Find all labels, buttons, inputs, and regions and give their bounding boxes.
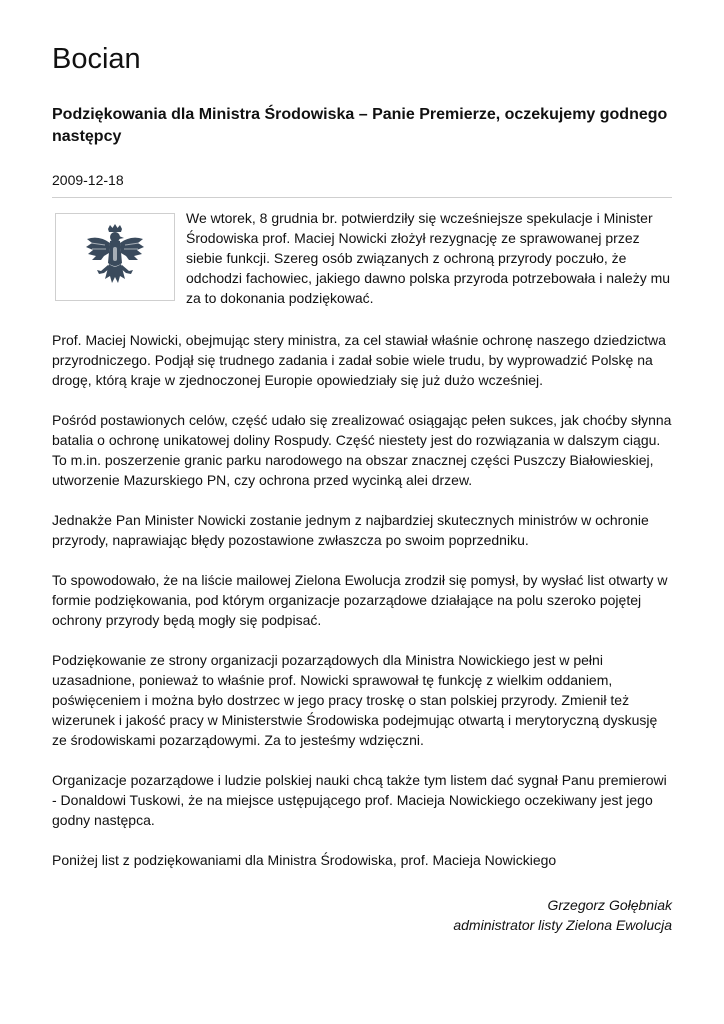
polish-eagle-emblem-icon [83, 223, 147, 291]
paragraph: Poniżej list z podziękowaniami dla Ministra Środowiska, prof. Macieja Nowickiego [52, 852, 557, 868]
signature-role: administrator listy Zielona Ewolucja [453, 917, 672, 933]
site-title: Bocian [52, 43, 141, 75]
signature-name: Grzegorz Gołębniak [547, 897, 672, 913]
paragraph: Jednakże Pan Minister Nowicki zostanie jednym z najbardziej skutecznych ministrów w ochronie przyrody, naprawiając błędy pozostawione zwłaszcza po swoim poprzedniku. [52, 512, 649, 548]
paragraph: Organizacje pozarządowe i ludzie polskiej nauki chcą także tym listem dać sygnał Panu premierowi - Donaldowi Tuskowi, że na miejsce ustępującego prof. Macieja Nowickiego oczekiwany jest jego godny następca. [52, 772, 667, 828]
paragraph: Pośród postawionych celów, część udało się zrealizować osiągając pełen sukces, jak choćby słynna batalia o ochronę unikatowej doliny Rospudy. Część niestety jest do rozwiązania w dalszym ciągu. To m.in. poszerzenie granic parku narodowego na obszar znacznej części Puszczy Białowieskiej, utworzenie Mazurskiego PN, czy ochrona przed wycinką alei drzew. [52, 412, 672, 488]
emblem-image [55, 213, 175, 301]
article-body [52, 330, 674, 890]
article-title: Podziękowania dla Ministra Środowiska – Panie Premierze, oczekujemy godnego następcy [52, 106, 668, 145]
paragraph: Podziękowanie ze strony organizacji pozarządowych dla Ministra Nowickiego jest w pełni uzasadnione, ponieważ to właśnie prof. Nowicki sprawował tę funkcję z wielkim oddaniem, poświęceniem i można było dostrzec w jego pracy troskę o stan polskiej przyrody. Zmienił też wizerunek i jakość pracy w Ministerstwie Środowiska podejmując otwartą i merytoryczną dyskusję ze środowiskami pozarządowymi. Za to jesteśmy wdzięczni. [52, 652, 658, 748]
signature [453, 895, 672, 935]
paragraph: Prof. Maciej Nowicki, obejmując stery ministra, za cel stawiał właśnie ochronę naszego dziedzictwa przyrodniczego. Podjął się trudnego zadania i zadał sobie wiele trudu, by wyprowadzić Polskę na drogę, którą kraje w zjednoczonej Europie opowiedziały się już dużo wcześniej. [52, 332, 666, 388]
intro-paragraph: We wtorek, 8 grudnia br. potwierdziły się wcześniejsze spekulacje i Minister Środowiska prof. Maciej Nowicki złożył rezygnację ze sprawowanej przez siebie funkcji. Szereg osób związanych z ochroną przyrody poczuło, że odchodzi fachowiec, jakiego dawno polska przyroda potrzebowała i należy mu za to dokonania podziękować. [186, 210, 671, 306]
article-date: 2009-12-18 [52, 172, 124, 188]
divider [52, 197, 672, 198]
paragraph: To spowodowało, że na liście mailowej Zielona Ewolucja zrodził się pomysł, by wysłać list otwarty w formie podziękowania, pod którym organizacje pozarządowe działające na polu szeroko pojętej ochrony przyrody będą mogły się podpisać. [52, 572, 668, 628]
